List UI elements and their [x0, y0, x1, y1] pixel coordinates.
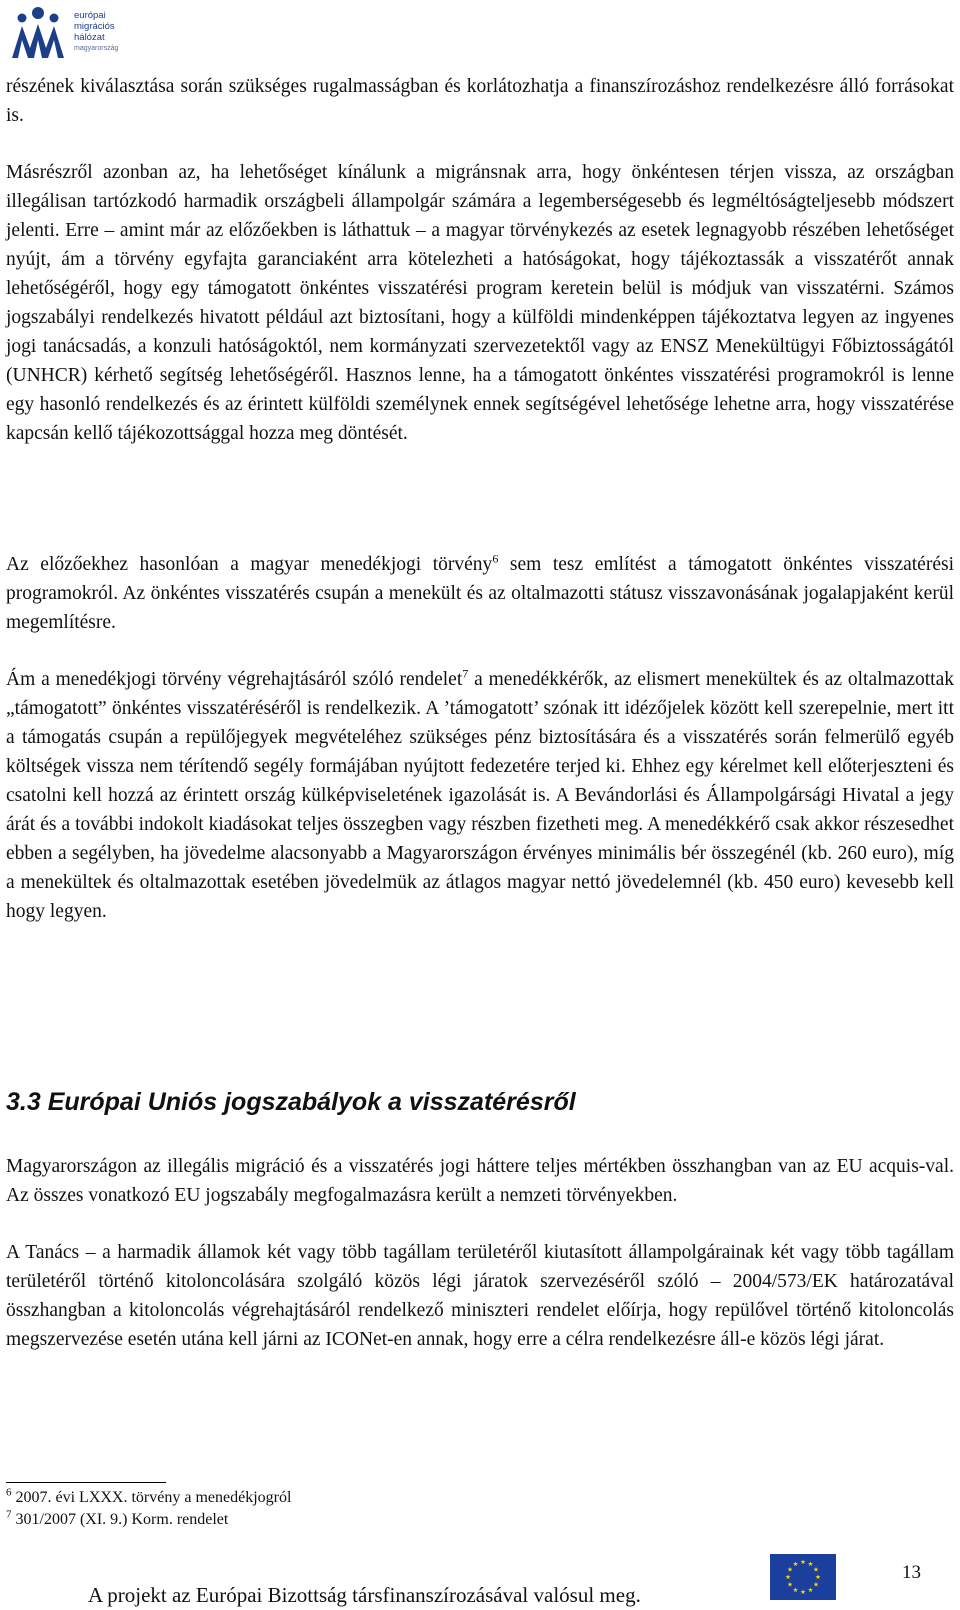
page-number: 13: [902, 1562, 921, 1583]
footnote-separator: [6, 1482, 166, 1483]
logo-text: [74, 10, 146, 54]
paragraph-3-text-start: Az előzőekhez hasonlóan a magyar menedékjogi törvény: [6, 554, 493, 575]
logo-line-2: migrációs hálózat: [74, 21, 115, 43]
paragraph-1: részének kiválasztása során szükséges rugalmasságban és korlátozhatja a finanszírozáshoz rendelkezésre álló forrásokat is.: [6, 76, 954, 126]
footnote-6: [6, 1488, 291, 1508]
eu-flag-icon: [770, 1554, 836, 1600]
section-paragraph-2: A Tanács – a harmadik államok két vagy több tagállam területéről kiutasított állampolgárainak két vagy több tagállam területéről történő kitoloncolására szolgáló közös légi járatok szervezéséről szóló – 2004/573/EK határozatával összhangban a kitoloncolás végrehajtásáról rendelkező miniszteri rendelet előírja, hogy repülővel történő kitoloncolás megszervezése esetén utána kell járni az ICONet-en annak, hogy erre a célra rendelkezésre áll-e közös légi járat.: [6, 1242, 954, 1350]
footnote-6-number: 6: [6, 1486, 12, 1499]
section-heading: 3.3 Európai Uniós jogszabályok a visszatérésről: [6, 1088, 576, 1116]
logo-line-3: magyarország: [74, 45, 119, 52]
paragraph-3-text-end: sem tesz említést a támogatott önkéntes visszatérési programokról. Az önkéntes visszatérés csupán a menekült és az oltalmazotti státusz visszavonásának jogalapjaként kerül megemlítésre.: [6, 554, 954, 633]
emn-logo-icon: [6, 4, 70, 60]
paragraph-3: [6, 550, 954, 637]
footer-funding-note: A projekt az Európai Bizottság társfinanszírozásával valósul meg.: [88, 1583, 641, 1607]
footnote-ref-7[interactable]: 7: [462, 666, 469, 681]
emn-logo: [6, 4, 146, 60]
paragraph-2: Másrészről azonban az, ha lehetőséget kínálunk a migránsnak arra, hogy önkéntesen térjen vissza, az országban illegálisan tartózkodó harmadik országbeli állampolgár számára a legemberségesebb és legméltóságteljesebb módszert jelenti. Erre – amint már az előzőekben is láthattuk – a magyar törvénykezés az esetek legnagyobb részében lehetőséget nyújt, ám a törvény egyfajta garanciaként arra kötelezheti a hatóságokat, hogy tájékoztassák a visszatérőt annak lehetőségéről, hogy egy támogatott önkéntes visszatérési program keretein belül is módjuk van visszatérni. Számos jogszabályi rendelkezés hivatott például azt biztosítani, hogy a külföldi mindenképpen tájékoztatva legyen az ingyenes jogi tanácsadás, a konzuli hatóságoktól, nem kormányzati szervezetektől vagy az ENSZ Menekültügyi Főbiztosságától (UNHCR) kérhető segítség lehetőségéről. Hasznos lenne, ha a támogatott önkéntes visszatérési programokról is lenne egy hasonló rendelkezés és az érintett külföldi személynek ennek segítségével lehetősége lehetne arra, hogy visszatérése kapcsán kellő tájékozottsággal hozza meg döntését.: [6, 162, 954, 444]
section-paragraph-1: Magyarországon az illegális migráció és a visszatérés jogi háttere teljes mértékben összhangban van az EU acquis-val. Az összes vonatkozó EU jogszabály megfogalmazásra került a nemzeti törvényekben.: [6, 1156, 954, 1206]
paragraph-4-text-start: Ám a menedékjogi törvény végrehajtásáról szóló rendelet: [6, 669, 463, 690]
footnote-6-text: 2007. évi LXXX. törvény a menedékjogról: [15, 1489, 292, 1506]
footnote-ref-6[interactable]: 6: [492, 551, 499, 566]
paragraph-4-text-end: a menedékkérők, az elismert menekültek és az oltalmazottak „támogatott” önkéntes visszatéréséről is rendelkezik. A ’támogatott’ szónak itt idézőjelek között kell szerepelnie, mert itt a támogatás csupán a repülőjegyek megvételéhez szükséges pénz biztosítására és a visszatérés során felmerülő egyéb költségek vissza nem térítendő segély formájában nyújtott fedezetére terjed ki. Ehhez egy kérelmet kell előterjeszteni és csatolni kell hozzá az érintett ország külképviseletének igazolását is. A Bevándorlási és Állampolgársági Hivatal a jegy árát és a további indokolt kiadásokat teljes összegben vagy részben fizetheti meg. A menedékkérő csak akkor részesedhet ebben a segélyben, ha jövedelme alacsonyabb a Magyarországon érvényes minimális bér összegénél (kb. 260 euro), míg a menekültek és oltalmazottak esetében jövedelmük az átlagos magyar nettó jövedelemnél (kb. 450 euro) kevesebb kell hogy legyen.: [6, 669, 954, 922]
footnote-7-text: 301/2007 (XI. 9.) Korm. rendelet: [15, 1511, 229, 1528]
paragraph-4: [6, 665, 954, 926]
logo-line-1: európai: [74, 10, 106, 21]
footnote-7-number: 7: [6, 1508, 12, 1521]
footnote-7: [6, 1510, 228, 1530]
